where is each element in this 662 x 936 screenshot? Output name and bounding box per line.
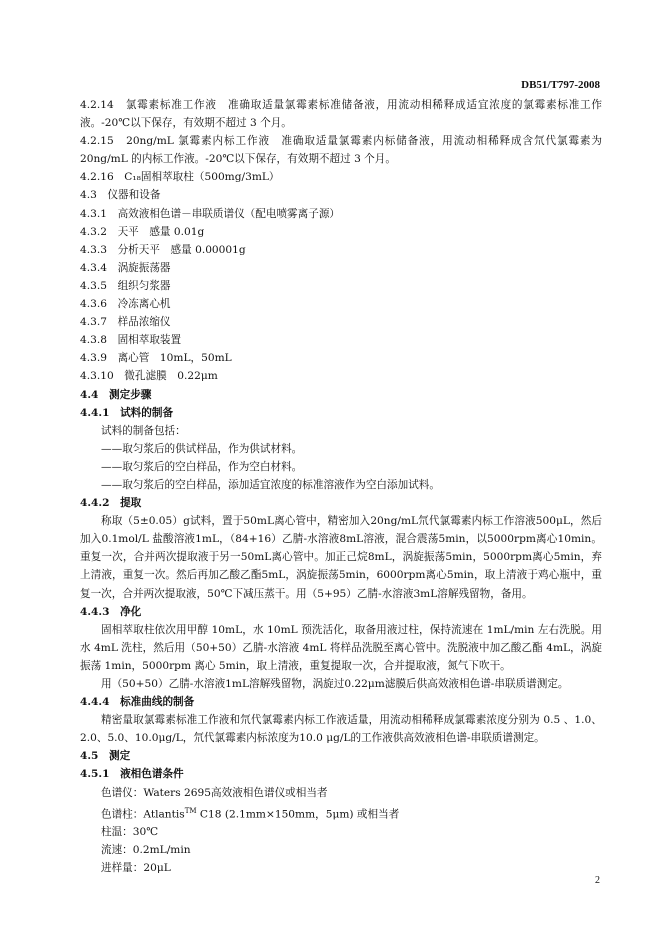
clause-number: 4.3.4 [80,261,107,274]
clause-4-3-1 [80,205,602,223]
section-title: 试料的制备 [120,406,174,419]
clause-text: 高效液相色谱－串联质谱仪（配电喷雾离子源） [117,207,341,220]
prep-item: ——取匀浆后的空白样品，添加适宜浓度的标准溶液作为空白添加试料。 [101,478,440,491]
clause-4-3-6 [80,295,602,313]
section-number: 4.4.3 [80,605,110,618]
clause-4-3 [80,186,602,204]
clause-number: 4.3.7 [80,316,107,329]
clause-text: 天平 感量 0.01g [117,225,205,238]
lc-flow-rate: 流速：0.2mL/min [101,844,191,857]
clause-text: 仪器和设备 [107,189,161,202]
clause-4-2-14 [80,96,602,132]
clause-text: 20ng/mL 氯霉素内标工作液 准确取适量氯霉素内标储备液，用流动相稀释成含氘代氯霉素为 20ng/mL 的内标工作液。-20℃以下保存，有效期不超过 3 个月。 [80,135,602,166]
trademark-mark: TM [184,806,197,815]
lc-column-temp: 柱温：30℃ [101,826,159,839]
section-4-4-2-heading [80,494,602,512]
section-4-5-1-heading [80,765,602,783]
clause-4-3-7 [80,313,602,331]
prep-intro: 试料的制备包括： [101,424,186,437]
clause-number: 4.3.9 [80,352,107,365]
section-4-4-1-heading [80,404,602,422]
section-number: 4.4.1 [80,406,110,419]
clause-4-2-15 [80,132,602,168]
lc-injection-volume: 进样量：20μL [101,862,171,875]
clause-number: 4.3.3 [80,243,107,256]
clause-number: 4.3 [80,189,97,202]
lc-column [80,802,602,824]
clause-4-3-4 [80,259,602,277]
clause-number: 4.2.15 [80,135,114,148]
clause-number: 4.3.8 [80,334,107,347]
clause-4-3-5 [80,277,602,295]
clause-text: 氯霉素标准工作液 准确取适量氯霉素标准储备液，用流动相稀释成适宜浓度的氯霉素标准工作液。-20℃以下保存，有效期不超过 3 个月。 [80,99,603,130]
section-number: 4.5 [80,750,99,763]
clause-4-3-10 [80,367,602,385]
clause-4-3-8 [80,331,602,349]
lc-column-name: 色谱柱：Atlantis [101,808,185,821]
cleanup-paragraph-2: 用（50+50）乙腈-水溶液1mL溶解残留物，涡旋过0.22μm滤膜后供高效液相色谱-串联质谱测定。 [101,678,569,690]
clause-number: 4.3.2 [80,225,107,238]
section-4-4-heading [80,386,602,404]
section-title: 净化 [120,605,142,618]
section-number: 4.4.2 [80,497,110,510]
clause-text: 冷冻离心机 [117,298,171,311]
section-4-5-heading [80,747,602,765]
clause-text: 组织匀浆器 [117,279,171,292]
clause-text: 微孔滤膜 0.22μm [124,370,218,383]
clause-number: 4.3.1 [80,207,107,220]
section-number: 4.4 [80,388,99,401]
clause-number: 4.3.5 [80,279,107,292]
prep-item: ——取匀浆后的供试样品，作为供试材料。 [101,442,303,455]
clause-4-3-3 [80,241,602,259]
clause-number: 4.2.16 [80,171,114,184]
extraction-paragraph: 称取（5±0.05）g试料，置于50mL离心管中，精密加入20ng/mL氘代氯霉素内标工作溶液500μL，然后加入0.1mol/L 盐酸溶液1mL，（84+16）乙腈-水溶液8mL溶液，混合震荡5min，以5000rpm离心10min。重复一次，合并两次提取液于另一50mL离心管中。加正己烷8mL，涡旋振荡5min，5000rpm离心5min，弃上清液，重复一次。然后再加乙酸乙酯5mL，涡旋振荡5min，6000rpm离心5min，取上清液于鸡心瓶中，重复一次，合并两次提取液，50℃下减压蒸干。用（5+95）乙腈-水溶液3mL溶解残留物，备用。 [80,515,602,600]
calibration-paragraph: 精密量取氯霉素标准工作液和氘代氯霉素内标工作液适量，用流动相稀释成氯霉素浓度分别为 0.5 、1.0、2.0、5.0、10.0μg/L，氘代氯霉素内标浓度为10.0 μg/L的工作液供高效液相色谱-串联质谱测定。 [80,714,602,745]
clause-text: 样品浓缩仪 [117,316,171,329]
section-title: 液相色谱条件 [120,768,184,781]
standard-code: DB51/T797-2008 [521,79,600,91]
clause-number: 4.3.6 [80,298,107,311]
lc-column-spec: C18 (2.1mm×150mm，5μm) 或相当者 [196,808,400,821]
section-number: 4.4.4 [80,696,110,709]
section-title: 测定 [109,750,131,763]
clause-number: 4.2.14 [80,99,114,111]
prep-item: ——取匀浆后的空白样品，作为空白材料。 [101,460,303,473]
clause-number: 4.3.10 [80,370,114,383]
section-title: 提取 [120,497,142,510]
clause-4-3-9 [80,349,602,367]
document-body [80,96,602,878]
cleanup-paragraph-1: 固相萃取柱依次用甲醇 10mL，水 10mL 预洗活化，取备用液过柱，保持流速在 1mL/min 左右洗脱。用水 4mL 洗柱，然后用（50+50）乙腈-水溶液 4mL 将样品洗脱至离心管中。洗脱液中加乙酸乙酯 4mL，涡旋振荡 1min，5000rpm 离心 5min，取上清液，重复提取一次，合并提取液，氮气下吹干。 [80,623,602,672]
section-title: 测定步骤 [109,388,152,401]
page-number: 2 [595,875,600,886]
clause-text: 固相萃取装置 [117,334,182,347]
section-4-4-3-heading [80,603,602,621]
section-number: 4.5.1 [80,768,110,781]
section-4-4-4-heading [80,693,602,711]
lc-instrument: 色谱仪：Waters 2695高效液相色谱仪或相当者 [101,786,328,799]
clause-text: 涡旋振荡器 [117,261,171,274]
clause-text: C₁₈固相萃取柱（500mg/3mL） [124,171,280,184]
section-title: 标准曲线的制备 [120,696,195,709]
clause-text: 分析天平 感量 0.00001g [117,243,246,256]
clause-text: 离心管 10mL，50mL [117,352,232,365]
clause-4-3-2 [80,223,602,241]
clause-4-2-16 [80,168,602,186]
